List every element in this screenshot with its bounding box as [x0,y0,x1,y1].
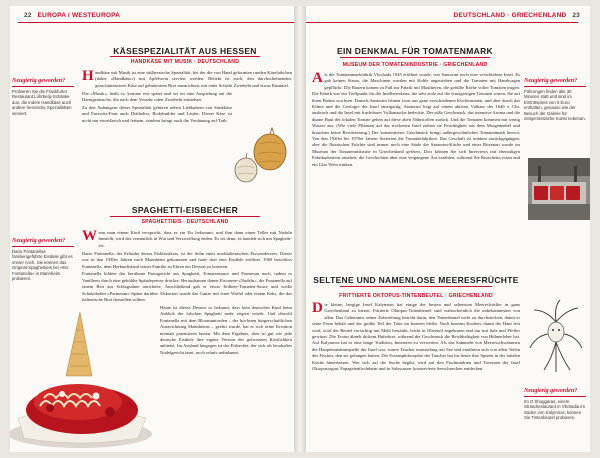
paragraph: Zu den Anhängern dieser Spezialität gehören neben Liebhabern von Stinkkäse und Furzwitz-Fans auch Diäthalter, Bodybuilder und Läufer. Dieser Käse ist nicht nur eiweißreich und fettarm, sondern bringt auch die Verdauung auf Trab. [82,105,232,123]
article-subtitle-spaghettieis: SPAGHETTIEIS · DEUTSCHLAND [141,219,229,225]
sidebar-text: Dario Fontanellas familiengeführte Eisdiele gibt es immer noch. Sie können das Original-Spaghettieis bei »Eis Fontanella« in Mannheim probieren. [12,248,73,282]
sidebar-spaghettieis [12,238,74,282]
octopus-illustration [526,296,586,376]
sidebar-heading: Neugierig geworden? [524,78,586,87]
paragraph: andkäse mit Musik ist eine südhessische Spezialität, bei der die von Hand geformten runden Käselaibchen (daher »Handkäse«) mit Apfelwein serviert werden. Beliebt ist auch, den durchscheinenden, geruchintensiven Käse auf gebuttertem Brot anzurichten, mit einer Schicht Zwiebeln und etwas Kümmel. [95,70,292,88]
sidebar-tomatenmark [524,78,586,122]
paragraph: Heute ist dieses Dessert so bekannt, dass kein deutsches Kind beim Anblick der falschen Spaghetti mehr zögern würde. Und obwohl Fontanella mit dem Bloomuniorden – der höchsten bürgerschaftlichen Auszeichnung Mannheims – geehrt wurde, hat er sich seine Kreation niemals patentieren lassen. Mit dem Ergebnis, dass so gut wie jede deutsche Eisdiele ihre eigene Version der gefrorenen Köstlichkeit anbietet. Im Ausland hingegen ist der Eisbecher, der sich als herzhaftes Nudelgericht tarnt, noch relativ unbekannt. [160,304,292,355]
sidebar-heading: Neugierig geworden? [12,78,74,87]
article-body-tomatenmark [312,72,520,170]
article-subtitle-meeresfruechte: FRITTIERTE OKTOPUS-TINTENBEUTEL · GRIECHENLAND [339,293,493,299]
sidebar-text: Führungen finden alle 30 Minuten statt und sind im Eintrittspreis von 5 Euro enthalten, genauso wie der Besuch der Galerie für zeitgenössische Kunst nebenan. [524,88,586,122]
article-title-meeresfruechte: SELTENE UND NAMENLOSE MEERESFRÜCHTE [313,275,519,285]
book-gutter [294,6,306,452]
onion-illustration [232,126,292,186]
dropcap: W [82,230,97,244]
article-body-meeresfruechte [312,302,520,374]
sidebar-meeresfruechte [524,388,586,421]
right-running-head [454,12,580,19]
dropcap: D [312,300,323,316]
right-section-title: DEUTSCHLAND · GRIECHENLAND [453,12,567,19]
dropcap: A [312,70,323,86]
article-subtitle-tomatenmark: MUSEUM DER TOMATENINDUSTRIE · GRIECHENLAND [342,62,488,68]
dropcap: H [82,68,94,84]
left-page [10,6,294,452]
left-section-title: EUROPA / WESTEUROPA [37,12,121,19]
sidebar-heading: Neugierig geworden? [12,238,74,247]
paragraph: Dario Fontanella, der Erfinder dieses Eisklassikers, ist der Sohn eines norditalienischen Eiswandereres. Dieser war in den 1930er Jahren nach Mannheim gekommen und hatte dort eine Eisdiele eröffnet. 1969 beschloss Fontanella, dem Herkunftsland seiner Familie zu Ehren ein Dessert zu kreieren. [82,250,292,269]
right-page [306,6,590,452]
title-rule [340,286,492,287]
paragraph: ls die Tomatenmarkfabrik Vlychada 1945 eröffnet wurde, war Santorini noch eine verschlafene Insel. Es gab keinen Strom, die Maschinen wurden mit Kohle angetrieben und die Tomaten mit Handwagen gepflückt. Die Bauern kamen zu Fuß zur Fabrik mit Maultieren, die gefüllte Körbe voller Tomaten trugen. Die Fabrik war ein Treffpunkt für die Inselbewohner, die sehr stolz auf die einzigartigen Tomaten waren, die auf ihren Boden wuchsen. Damals Santorini lehnen zwar aus ganz verschiedenen Kirchtomaten, und aber durch das Klima und die Geologie der Insel einzigartig. Santorini liegt auf einem aktiven Vulkan; der 1646 v. Chr. ausbrach und die Insel mit fruchtbarer Vulkanasche bedeckte. Der süße Geschmack, das intensive Aroma und die dünne Haut der lokalen Tomate gehen auf diese alten Nährstoffen zurück. Und die Tomaten kommen mit wenig Wasser aus. (Wie viele Pflanzen auf der trockenen Insel ziehen sie Feuchtigkeit aus dem Morgennebel und brauchen keine Bewässerung.) Der konzentrierte Geschmack bringt außergewöhnliches Tomatenmark hervor. Von den 1920er bis 1970er Jahren florierten die Tomatenfabriken. Das Geschäft ist seitdem zurückgegangen, aber die Ikonischen Früchte sind immer noch eine Säule der Santorini-Küche und einer Ritzenart wurde im Museum der Tomatenindustrie in Griechenland gefeiert. Dort können Sie sich Interviews mit ehemaligen Fabrikarbeitern ansehen, die Geschichten über eine vergangene Ära erzählen, während Sie Bruschetta essen und ein Glas Wein trinken. [312,72,520,167]
title-rule [110,56,260,57]
sidebar-heading: Neugierig geworden? [524,388,586,397]
article-body-handkaese [82,70,292,126]
paragraph: ie kleine, bergige Insel Kalymnos hat einige der besten und seltensten Meeresfrüchte in ganz Griechenland zu bieten. Frittierte Oktopus-Tintenbeutel sind wahrscheinlich die unbekanntesten von allen. Das Geheimnis seiner Zubereitung besteht darin, den Tintenbeutel nicht zu durchstechen, damit er seine Form behält und der größte Teil der Tinte im Inneren bleibt. Nach kurzem Kochen, damit die Haut fest wird, wird der Beutel vorsichtig mit Mehl bestäubt, leicht in Olivenöl angebraten und nur mit Salz und Pfeffer gewürzt. Die Textur ähnelt dickem Haferbrei, während der Geschmack die Reichhaltigkeit von Hühnerleber hat. Auf Kalymnos hat es eine lange Tradition, Innereien zu verwerten. Als das Sammeln von Meeresschwämmen die Haupteinnahmequelle der Insel war, waren Taucher monatelang auf See und ernährten sich von allen Teilen des Fisches, den sie gefangen hatten. Die Essensphilosophie der Taucher hat bis heute ihre Spuren in der lokalen Küche hinterlassen. Wer sich auf die Suche begibt, wird auf den Fischmärkten und Tavernen der Insel Oktopusorgan, Papageienfischdarm und in Salzwasser konservierte Seeschnecken entdecken. [312,302,520,372]
article-title-tomatenmark: EIN DENKMAL FÜR TOMATENMARK [337,46,493,56]
article-title-spaghettieis: SPAGHETTI-EISBECHER [131,205,239,215]
sidebar-text: Probieren Sie die Frankfurter Restaurant Lohrberg-Schänke aus, die Indem Handkäse auch andere hessische Spezialitäten serviert. [12,88,72,116]
left-page-number: 22 [24,12,32,19]
right-header-rule [306,22,578,23]
title-rule [340,57,490,58]
title-rule [110,216,260,217]
paragraph: enn man einem Kind verspricht, dass es ein Eis bekommt, und ihm dann einen Teller mit Nudeln hinstellt, wird das vermutlich in Wut und Verzweiflung enden. Es sei denn, es handelt sich um Spaghettieis. [98,230,292,248]
article-subtitle-handkaese: HANDKÄSE MIT MUSIK · DEUTSCHLAND [130,59,240,65]
spaghetti-ice-photo [10,306,160,452]
sidebar-handkaese [12,78,74,116]
sidebar-text: Im O Shoggaras, einem Strandrestaurant in Vlichadia im Süden von Kalymnos, können Sie Tintenbeutel probieren. [524,398,585,421]
left-running-head [24,12,120,19]
tomato-factory-photo [528,158,590,220]
paragraph: Fontanella bildete das berühmte Pastagericht aus Spaghetti, Tomatensauce und Parmesan nach, indem er Vanilleeis durch eine gekühlte Spätzlepresse drückte. Herauskamen dünne Eiscreme-»Nudeln«, die Fontanella auf einem Bett aus Schlagsahne anrichtete. Anschließend gab er etwas Erdbeer-Tomaten-Sauce und weiße Schokoladen-»Parmesan«-Späne darüber. Dekoriert wurde das Ganze mit einer Waffel oder einem Keks, die das italienische Brot darstellen sollten. [82,271,292,303]
left-header-rule [18,22,294,23]
article-title-handkaese: KÄSESPEZIALITÄT AUS HESSEN [113,46,257,56]
right-page-number: 23 [572,12,580,19]
paragraph: Die »Musik«, heißt es, komme erst später und sei sei eine Anspielung auf die Darmgeräusche, die nach dem Verzehr roher Zwiebeln entstehen. [82,90,232,103]
